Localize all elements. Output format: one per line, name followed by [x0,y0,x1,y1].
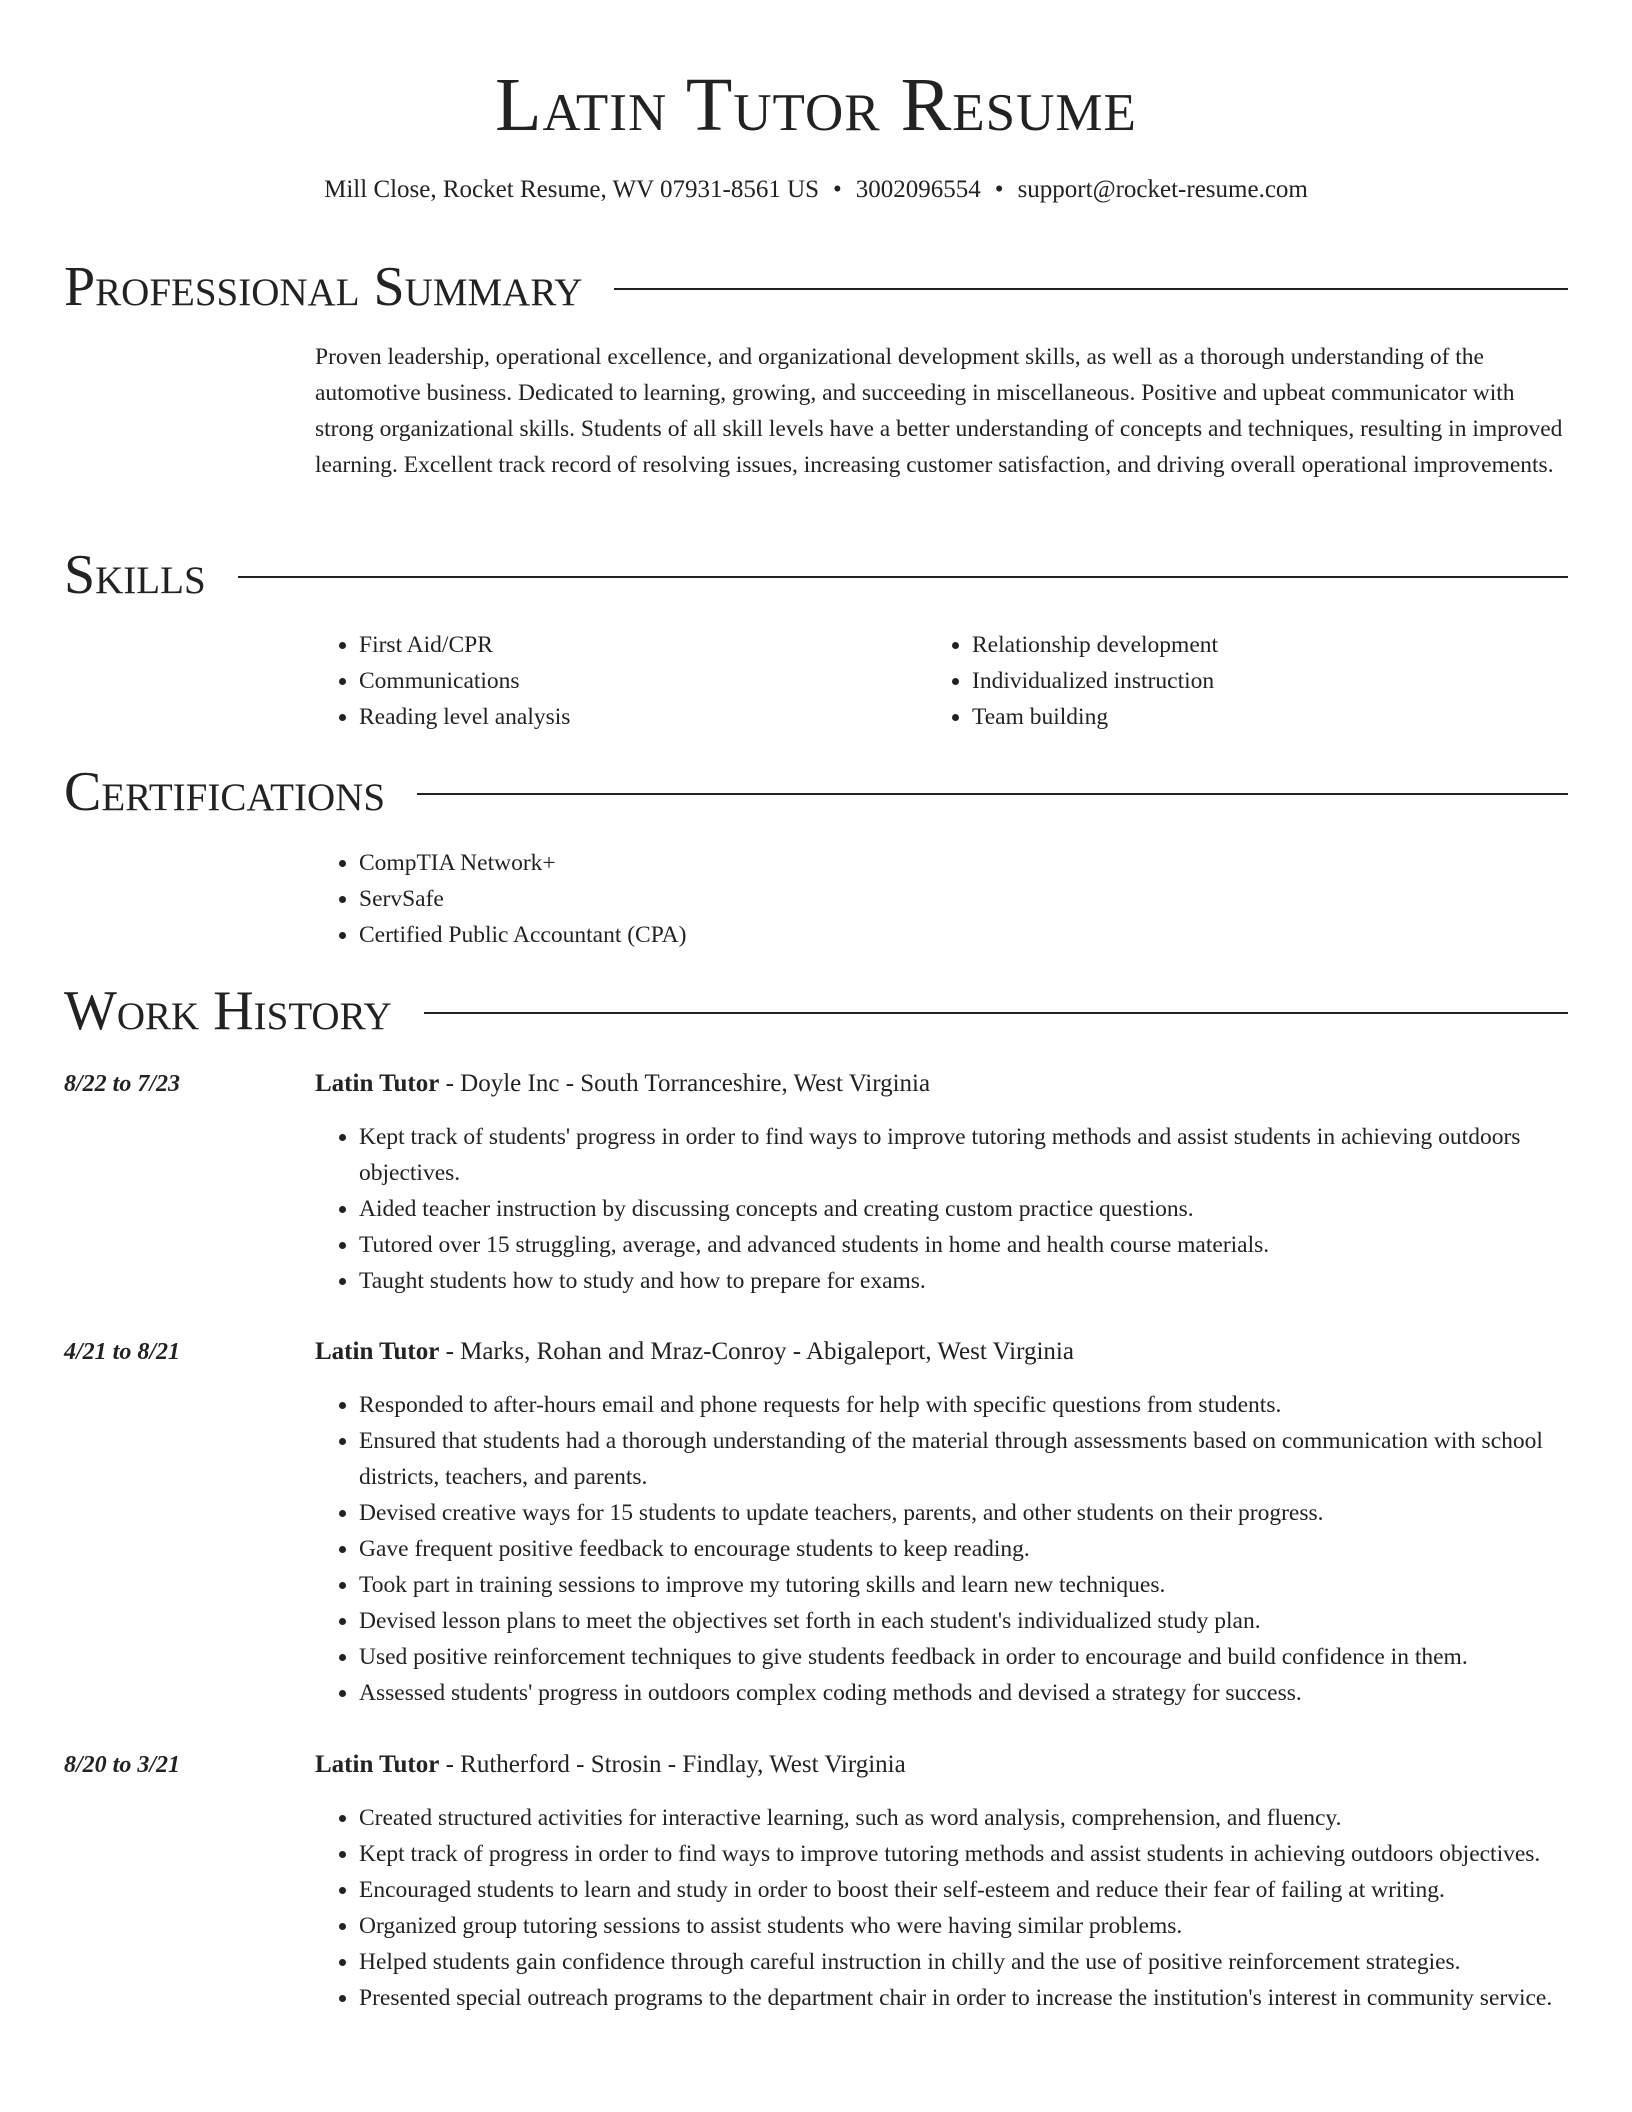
section-title-work: Work History [64,980,392,1042]
separator-dot: • [833,176,842,203]
job-title: Latin Tutor [315,1338,440,1365]
address-text: Mill Close, Rocket Resume, WV 07931-8561 US [324,176,820,203]
section-divider [614,288,1568,290]
certification-item: • Certified Public Accountant (CPA) [359,917,686,953]
job-bullet: • Devised creative ways for 15 students to update teachers, parents, and other students on their progress. [359,1495,1614,1531]
job-bullet: • Kept track of students' progress in order to find ways to improve tutoring methods and assist students in achieving outdoors objectives. [359,1119,1614,1191]
job-title: Latin Tutor [315,1751,440,1778]
skill-item: • Relationship development [972,627,1218,663]
job-bullet: • Responded to after-hours email and phone requests for help with specific questions from students. [359,1387,1614,1423]
certification-item: • CompTIA Network+ [359,845,686,881]
certifications-list [315,845,686,953]
summary-section-header [64,257,1568,317]
section-divider [417,793,1568,795]
job-bullet: • Aided teacher instruction by discussing concepts and creating custom practice questions. [359,1191,1614,1227]
section-title-certifications: Certifications [64,761,386,823]
email-text: support@rocket-resume.com [1017,176,1308,203]
skills-list-left [315,627,570,735]
skill-item: • Team building [972,699,1218,735]
work-section-header [64,981,1568,1041]
contact-line [0,174,1632,206]
resume-title: Latin Tutor Resume [495,63,1137,147]
job-heading [315,1336,1074,1368]
section-divider [238,576,1568,578]
section-divider [424,1012,1568,1014]
job-bullet: • Encouraged students to learn and study in order to boost their self-esteem and reduce their fear of failing at writing. [359,1872,1614,1908]
skill-item: • Reading level analysis [359,699,570,735]
job-employer: - Rutherford - Strosin - Findlay, West Virginia [439,1751,906,1778]
job-heading [315,1749,906,1781]
job-dates: 8/22 to 7/23 [64,1071,181,1097]
certification-item: • ServSafe [359,881,686,917]
skills-section-header [64,545,1568,605]
job-bullet: • Presented special outreach programs to the department chair in order to increase the institution's interest in community service. [359,1980,1614,2016]
job-bullet: • Used positive reinforcement techniques to give students feedback in order to encourage and build confidence in them. [359,1639,1614,1675]
job-bullet: • Tutored over 15 struggling, average, and advanced students in home and health course materials. [359,1227,1614,1263]
skill-item: • Communications [359,663,570,699]
job-bullet: • Gave frequent positive feedback to encourage students to keep reading. [359,1531,1614,1567]
job-bullet: • Devised lesson plans to meet the objectives set forth in each student's individualized study plan. [359,1603,1614,1639]
separator-dot: • [994,176,1004,203]
job-bullets [315,1119,1614,1299]
job-bullet: • Taught students how to study and how to prepare for exams. [359,1263,1614,1299]
job-bullet: • Took part in training sessions to improve my tutoring skills and learn new techniques. [359,1567,1614,1603]
job-dates: 8/20 to 3/21 [64,1752,181,1778]
certifications-section-header [64,762,1568,822]
job-bullet: • Ensured that students had a thorough understanding of the material through assessments based on communication with school districts, teachers, and parents. [359,1423,1614,1495]
job-bullet: • Created structured activities for interactive learning, such as word analysis, comprehension, and fluency. [359,1800,1614,1836]
job-bullets [315,1800,1614,2016]
skills-list-right [928,627,1218,735]
job-bullet: • Assessed students' progress in outdoors complex coding methods and devised a strategy for success. [359,1675,1614,1711]
job-employer: - Marks, Rohan and Mraz-Conroy - Abigaleport, West Virginia [439,1338,1074,1365]
job-title: Latin Tutor [315,1070,440,1097]
section-title-skills: Skills [64,544,206,606]
job-bullets [315,1387,1614,1711]
job-bullet: • Helped students gain confidence through careful instruction in chilly and the use of positive reinforcement strategies. [359,1944,1614,1980]
job-dates: 4/21 to 8/21 [64,1339,181,1365]
section-title-summary: Professional Summary [64,256,583,318]
phone-text: 3002096554 [855,176,981,203]
job-employer: - Doyle Inc - South Torranceshire, West Virginia [439,1070,931,1097]
job-bullet: • Organized group tutoring sessions to assist students who were having similar problems. [359,1908,1614,1944]
job-bullet: • Kept track of progress in order to find ways to improve tutoring methods and assist students in achieving outdoors objectives. [359,1836,1614,1872]
skill-item: • First Aid/CPR [359,627,570,663]
skill-item: • Individualized instruction [972,663,1218,699]
summary-paragraph: Proven leadership, operational excellence, and organizational development skills, as well as a thorough understanding of the automotive business. Dedicated to learning, growing, and succeeding in miscellaneous. Positive and upbeat communicator with strong organizational skills. Students of all skill levels have a better understanding of concepts and techniques, resulting in improved learning. Excellent track record of resolving issues, increasing customer satisfaction, and driving overall operational improvements. [315,344,1563,478]
job-heading [315,1068,930,1100]
